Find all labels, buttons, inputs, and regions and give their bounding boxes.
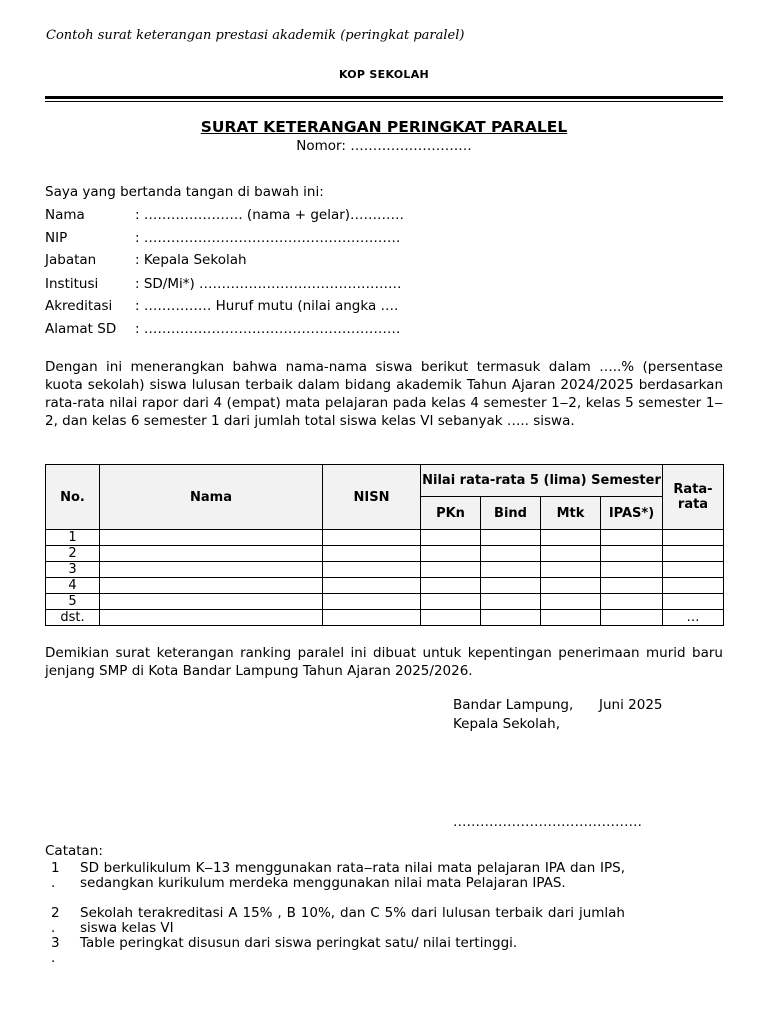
cell-pkn bbox=[421, 578, 481, 594]
cell-ipas bbox=[601, 546, 663, 562]
field-label: NIP bbox=[45, 230, 68, 246]
field-value: : Kepala Sekolah bbox=[135, 252, 247, 268]
field-jabatan bbox=[45, 252, 247, 268]
letter-title: SURAT KETERANGAN PERINGKAT PARALEL bbox=[200, 118, 568, 136]
cell-nisn bbox=[323, 594, 421, 610]
letter-number: Nomor: ……………………… bbox=[296, 138, 472, 154]
field-alamat bbox=[45, 321, 400, 337]
cell-ipas bbox=[601, 594, 663, 610]
document-caption: Contoh surat keterangan prestasi akademik (peringkat paralel) bbox=[46, 28, 465, 43]
note-dot: . bbox=[51, 950, 56, 966]
field-label: Akreditasi bbox=[45, 298, 113, 314]
cell-mtk bbox=[541, 594, 601, 610]
field-label: Nama bbox=[45, 207, 85, 223]
cell-rata: … bbox=[663, 610, 724, 626]
cell-bind bbox=[481, 578, 541, 594]
header-nilai-group: Nilai rata-rata 5 (lima) Semester bbox=[421, 465, 663, 497]
field-label: Institusi bbox=[45, 276, 99, 292]
table-row bbox=[46, 546, 724, 562]
cell-mtk bbox=[541, 610, 601, 626]
cell-ipas bbox=[601, 562, 663, 578]
cell-no: 2 bbox=[46, 546, 100, 562]
header-pkn: PKn bbox=[421, 497, 481, 530]
note-number: 3 bbox=[51, 935, 60, 951]
cell-ipas bbox=[601, 530, 663, 546]
field-institusi bbox=[45, 276, 402, 292]
signature-line: …………………………………… bbox=[453, 814, 642, 830]
header-nisn: NISN bbox=[323, 465, 421, 530]
field-label: Jabatan bbox=[45, 252, 97, 268]
note-text: Sekolah terakreditasi A 15% , B 10%, dan C 5% dari lulusan terbaik dari jumlah siswa kelas VI bbox=[80, 905, 625, 936]
cell-no: 3 bbox=[46, 562, 100, 578]
cell-pkn bbox=[421, 546, 481, 562]
cell-nama bbox=[100, 530, 323, 546]
note-text: SD berkulikulum K‒13 menggunakan rata‒rata nilai mata pelajaran IPA dan IPS, sedangkan kurikulum merdeka menggunakan nilai mata Pelajaran IPAS. bbox=[80, 860, 625, 891]
cell-ipas bbox=[601, 578, 663, 594]
header-no: No. bbox=[46, 465, 100, 530]
cell-mtk bbox=[541, 546, 601, 562]
ranking-table bbox=[45, 464, 724, 626]
header-ipas: IPAS*) bbox=[601, 497, 663, 530]
letterhead-divider-thin bbox=[45, 101, 723, 102]
cell-bind bbox=[481, 610, 541, 626]
letterhead-divider-thick bbox=[45, 96, 723, 99]
letter-paragraph: Dengan ini menerangkan bahwa nama-nama siswa berikut termasuk dalam …..% (persentase kuota sekolah) siswa lulusan terbaik dalam bidang akademik Tahun Ajaran 2024/2025 berdasarkan rata-rata nilai rapor dari 4 (empat) mata pelajaran pada kelas 4 semester 1‒2, kelas 5 semester 1‒2, dan kelas 6 semester 1 dari jumlah total siswa kelas VI sebanyak ….. siswa. bbox=[45, 359, 723, 429]
cell-mtk bbox=[541, 562, 601, 578]
cell-nisn bbox=[323, 562, 421, 578]
cell-no: 5 bbox=[46, 594, 100, 610]
table-row bbox=[46, 594, 724, 610]
field-nip bbox=[45, 230, 400, 246]
field-nama bbox=[45, 207, 404, 223]
cell-mtk bbox=[541, 530, 601, 546]
letter-intro: Saya yang bertanda tangan di bawah ini: bbox=[45, 184, 324, 200]
cell-rata bbox=[663, 530, 724, 546]
cell-nisn bbox=[323, 546, 421, 562]
field-value: : ………………………………………………… bbox=[135, 321, 401, 337]
field-value: : ………………………………………………… bbox=[135, 230, 401, 246]
cell-rata bbox=[663, 546, 724, 562]
cell-rata bbox=[663, 594, 724, 610]
closing-paragraph: Demikian surat keterangan ranking paralel ini dibuat untuk kepentingan penerimaan murid baru jenjang SMP di Kota Bandar Lampung Tahun Ajaran 2025/2026. bbox=[45, 645, 723, 679]
table-row bbox=[46, 562, 724, 578]
cell-pkn bbox=[421, 530, 481, 546]
note-text: Table peringkat disusun dari siswa peringkat satu/ nilai tertinggi. bbox=[80, 935, 518, 951]
field-value: : …………………. (nama + gelar)………… bbox=[135, 207, 405, 223]
cell-rata bbox=[663, 578, 724, 594]
cell-bind bbox=[481, 562, 541, 578]
cell-no: 4 bbox=[46, 578, 100, 594]
table-row bbox=[46, 610, 724, 626]
cell-no: 1 bbox=[46, 530, 100, 546]
header-mtk: Mtk bbox=[541, 497, 601, 530]
field-value: : …………… Huruf mutu (nilai angka …. bbox=[135, 298, 399, 314]
cell-pkn bbox=[421, 594, 481, 610]
signature-role: Kepala Sekolah, bbox=[453, 716, 560, 732]
notes-title: Catatan: bbox=[45, 843, 103, 859]
cell-pkn bbox=[421, 610, 481, 626]
cell-nama bbox=[100, 546, 323, 562]
note-dot: . bbox=[51, 875, 56, 891]
cell-nama bbox=[100, 610, 323, 626]
cell-nama bbox=[100, 562, 323, 578]
cell-nama bbox=[100, 578, 323, 594]
field-label: Alamat SD bbox=[45, 321, 117, 337]
school-letterhead: KOP SEKOLAH bbox=[338, 68, 430, 81]
cell-mtk bbox=[541, 578, 601, 594]
cell-nama bbox=[100, 594, 323, 610]
cell-rata bbox=[663, 562, 724, 578]
note-number: 2 bbox=[51, 905, 60, 921]
header-rata-rata: Rata-rata bbox=[663, 465, 724, 530]
header-bind: Bind bbox=[481, 497, 541, 530]
cell-no: dst. bbox=[46, 610, 100, 626]
cell-nisn bbox=[323, 578, 421, 594]
note-item bbox=[45, 935, 625, 966]
field-akreditasi bbox=[45, 298, 398, 314]
cell-pkn bbox=[421, 562, 481, 578]
cell-nisn bbox=[323, 530, 421, 546]
note-number: 1 bbox=[51, 860, 60, 876]
cell-ipas bbox=[601, 610, 663, 626]
table-header-row bbox=[46, 465, 724, 497]
header-nama: Nama bbox=[100, 465, 323, 530]
note-item bbox=[45, 906, 625, 936]
field-value: : SD/Mi*) ……………………………………… bbox=[135, 276, 402, 292]
note-item bbox=[45, 861, 625, 891]
cell-bind bbox=[481, 546, 541, 562]
note-dot: . bbox=[51, 920, 56, 936]
cell-bind bbox=[481, 530, 541, 546]
signature-place-date: Bandar Lampung, Juni 2025 bbox=[453, 697, 663, 713]
table-row bbox=[46, 530, 724, 546]
table-row bbox=[46, 578, 724, 594]
cell-nisn bbox=[323, 610, 421, 626]
cell-bind bbox=[481, 594, 541, 610]
